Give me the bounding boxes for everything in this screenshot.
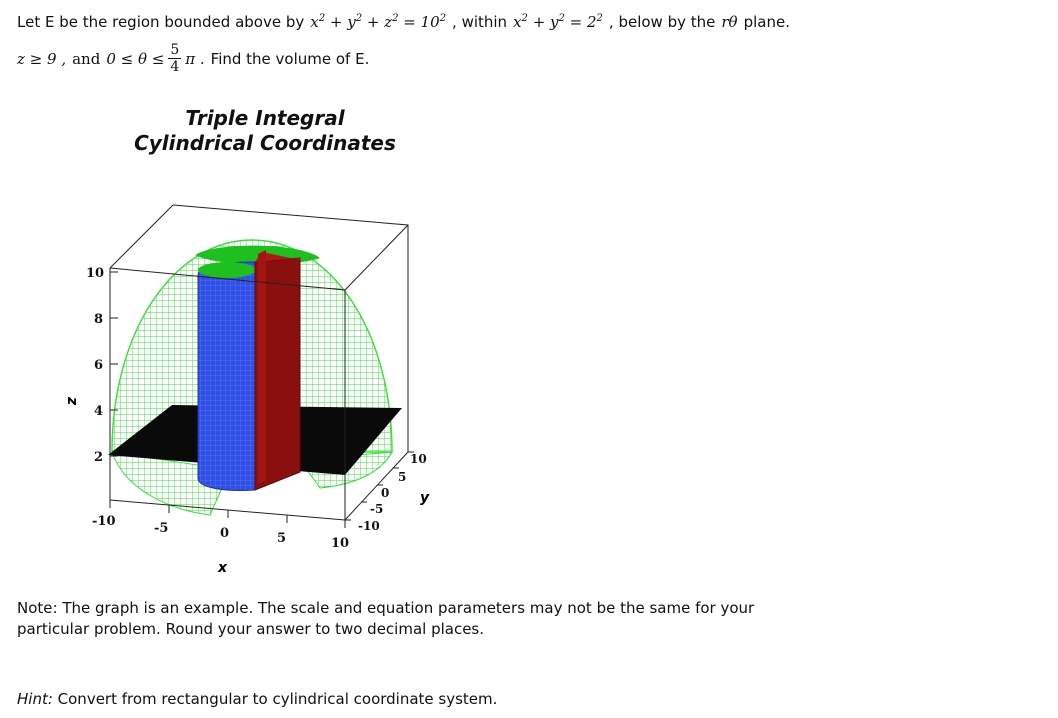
plane-variable: rθ [721,13,738,31]
x-tick-label: 10 [331,536,350,551]
y-tick-label: -5 [370,502,384,516]
y-axis-label: y [420,490,430,506]
z-axis-label: z [64,397,80,406]
plane-text: plane. [743,13,790,31]
fraction-denominator: 4 [170,59,180,75]
question-text: Find the volume of E. [210,49,370,68]
y-tick-label: 5 [398,470,407,484]
z-condition: z ≥ 9 , [17,49,67,68]
x-axis-label: x [218,560,228,576]
z-tick-label: 4 [94,404,104,419]
below-text: , below by the [608,13,716,31]
cylinder-blue [198,262,256,491]
within-text: , within [452,13,508,31]
z-tick-label: 6 [94,358,104,373]
hint [17,690,497,708]
sphere-equation: $x^2 + y^2 + z^2 = 10^2$ [310,13,447,31]
hint-text: Convert from rectangular to cylindrical coordinate system. [52,690,498,708]
and-text: and [72,49,101,68]
z-tick-label: 10 [86,266,105,281]
y-tick-label: -10 [358,519,380,533]
theta-range-left: 0 ≤ θ ≤ [106,49,165,68]
note-text: Note: The graph is an example. The scale and equation parameters may not be the same for your particular problem. Round your answer to two decimal places. [17,599,755,638]
graph-title-line2: Cylindrical Coordinates [134,131,396,155]
x-tick-label: 0 [220,526,230,541]
x-axis [110,500,345,528]
fraction-numerator: 5 [170,42,180,58]
pi-symbol: π . [185,49,205,68]
y-tick-label: 10 [410,452,427,466]
graph-title-line1: Triple Integral [185,106,345,130]
z-tick-label: 2 [94,450,104,465]
problem-intro: Let E be the region bounded above by [17,13,305,31]
cylinder-equation: $x^2 + y^2 = 2^2$ [513,13,603,31]
y-tick-label: 0 [381,486,390,500]
x-tick-label: 5 [277,531,287,546]
hint-label: Hint: [17,690,53,708]
x-tick-label: -5 [154,521,169,536]
cylinder-red [255,250,300,490]
z-tick-label: 8 [94,312,104,327]
x-tick-label: -10 [92,514,116,529]
